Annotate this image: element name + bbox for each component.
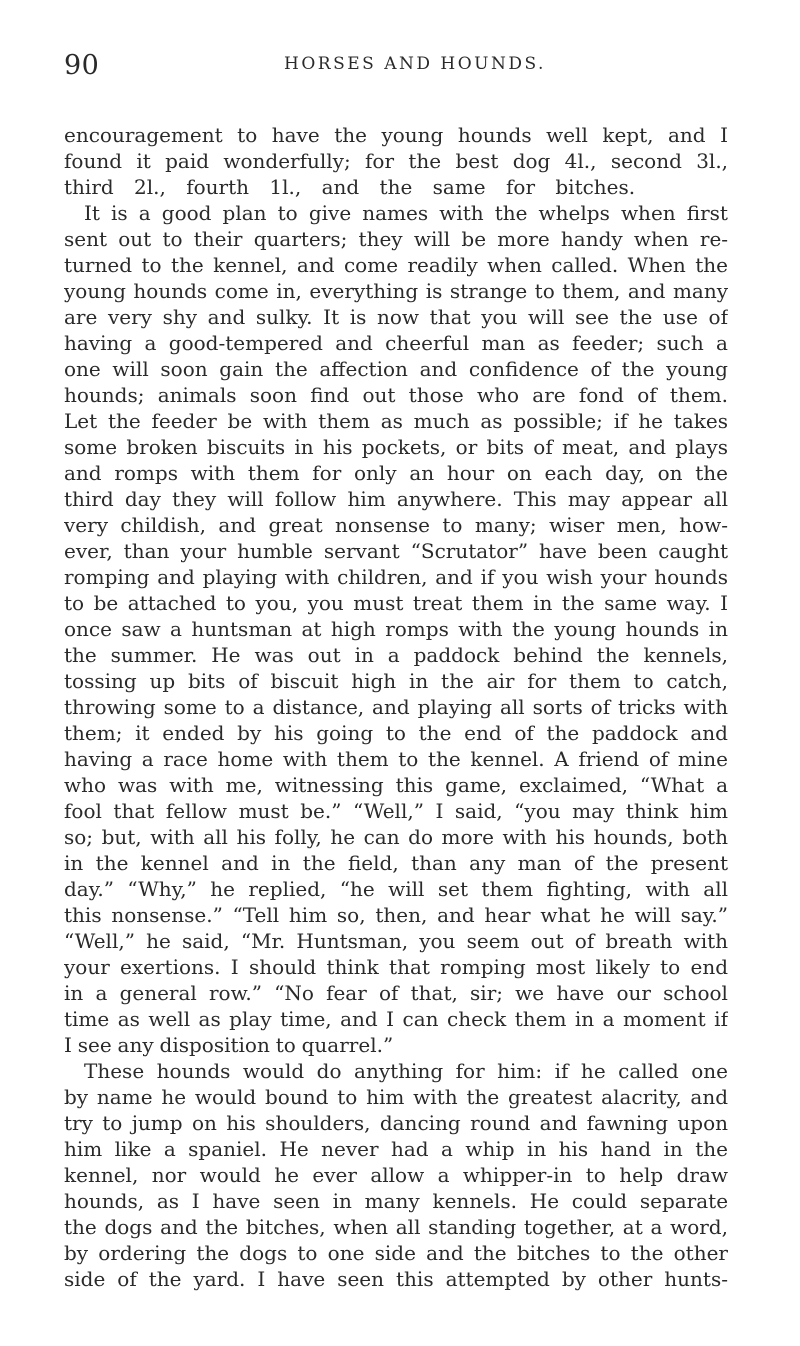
text-line: turned to the kennel, and come readily when called. When the: [64, 253, 728, 277]
text-line: this nonsense.” “Tell him so, then, and hear what he will say.”: [64, 903, 728, 927]
text-line: the summer. He was out in a paddock behind the kennels,: [64, 643, 728, 667]
text-line: having a race home with them to the kennel. A friend of mine: [64, 747, 728, 771]
text-line: are very shy and sulky. It is now that you will see the use of: [64, 305, 728, 329]
text-line: young hounds come in, everything is strange to them, and many: [64, 279, 728, 303]
text-line: “Well,” he said, “Mr. Huntsman, you seem out of breath with: [64, 929, 728, 953]
text-line: fool that fellow must be.” “Well,” I said, “you may think him: [64, 799, 728, 823]
text-line: try to jump on his shoulders, dancing round and fawning upon: [64, 1111, 728, 1135]
text-line: day.” “Why,” he replied, “he will set them fighting, with all: [64, 877, 728, 901]
text-line: your exertions. I should think that romping most likely to end: [64, 955, 728, 979]
text-line: third day they will follow him anywhere. This may appear all: [64, 487, 728, 511]
text-line: in a general row.” “No fear of that, sir; we have our school: [64, 981, 728, 1005]
text-line: It is a good plan to give names with the whelps when first: [84, 201, 728, 225]
text-line: by name he would bound to him with the greatest alacrity, and: [64, 1085, 728, 1109]
text-line: one will soon gain the affection and confidence of the young: [64, 357, 728, 381]
text-line: by ordering the dogs to one side and the bitches to the other: [64, 1241, 728, 1265]
text-line: some broken biscuits in his pockets, or bits of meat, and plays: [64, 435, 728, 459]
text-line: hounds, as I have seen in many kennels. He could separate: [64, 1189, 728, 1213]
text-line: having a good-tempered and cheerful man as feeder; such a: [64, 331, 728, 355]
page-header: [64, 50, 726, 88]
text-line: and romps with them for only an hour on each day, on the: [64, 461, 728, 485]
text-line: sent out to their quarters; they will be more handy when re-: [64, 227, 728, 251]
text-line: the dogs and the bitches, when all standing together, at a word,: [64, 1215, 728, 1239]
text-line: once saw a huntsman at high romps with the young hounds in: [64, 617, 728, 641]
text-line: in the kennel and in the field, than any man of the present: [64, 851, 728, 875]
text-line: who was with me, witnessing this game, exclaimed, “What a: [64, 773, 728, 797]
text-line: to be attached to you, you must treat them in the same way. I: [64, 591, 728, 615]
text-line: throwing some to a distance, and playing all sorts of tricks with: [64, 695, 728, 719]
text-line: encouragement to have the young hounds well kept, and I: [64, 123, 728, 147]
text-line: ever, than your humble servant “Scrutator” have been caught: [64, 539, 728, 563]
text-line: time as well as play time, and I can check them in a moment if: [64, 1007, 728, 1031]
text-line: very childish, and great nonsense to many; wiser men, how-: [64, 513, 728, 537]
text-line: him like a spaniel. He never had a whip in his hand in the: [64, 1137, 728, 1161]
text-line: them; it ended by his going to the end of the paddock and: [64, 721, 728, 745]
text-line: kennel, nor would he ever allow a whipper-in to help draw: [64, 1163, 728, 1187]
text-line: I see any disposition to quarrel.”: [64, 1033, 394, 1057]
page-number: 90: [64, 50, 100, 81]
running-head: HORSES AND HOUNDS.: [284, 54, 546, 74]
text-line: so; but, with all his folly, he can do more with his hounds, both: [64, 825, 728, 849]
text-line: third 2l., fourth 1l., and the same for bitches.: [64, 175, 636, 199]
body-text: [64, 122, 728, 1292]
text-line: tossing up bits of biscuit high in the air for them to catch,: [64, 669, 728, 693]
text-line: romping and playing with children, and if you wish your hounds: [64, 565, 728, 589]
text-line: found it paid wonderfully; for the best dog 4l., second 3l.,: [64, 149, 728, 173]
text-line: side of the yard. I have seen this attempted by other hunts-: [64, 1267, 728, 1291]
text-line: hounds; animals soon find out those who are fond of them.: [64, 383, 728, 407]
text-line: These hounds would do anything for him: if he called one: [84, 1059, 728, 1083]
text-line: Let the feeder be with them as much as possible; if he takes: [64, 409, 728, 433]
